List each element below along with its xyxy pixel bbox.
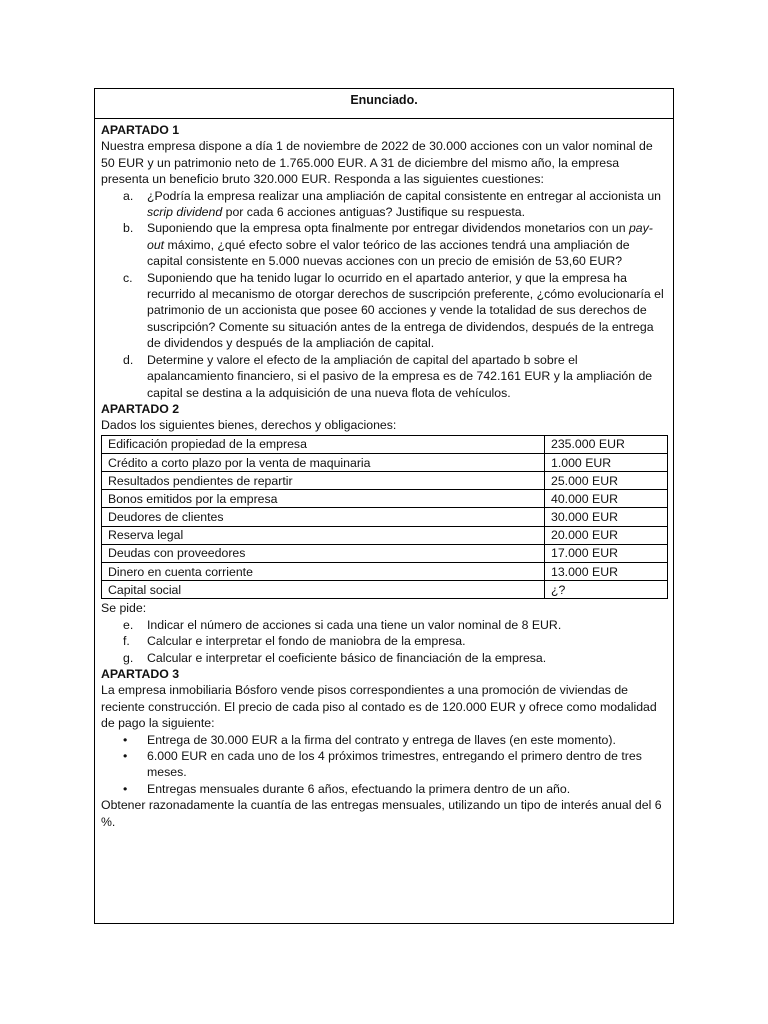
value-cell: 20.000 EUR (545, 526, 668, 544)
concept-cell: Edificación propiedad de la empresa (102, 435, 545, 453)
question-d (101, 352, 667, 401)
concept-cell: Deudores de clientes (102, 508, 545, 526)
list-item (101, 732, 667, 748)
bullet-icon: • (123, 732, 128, 747)
apartado2-questions (101, 617, 667, 666)
question-a (101, 188, 667, 221)
bullet-icon: • (123, 749, 128, 764)
statement-content (95, 119, 673, 830)
apartado1-questions (101, 188, 667, 401)
question-c (101, 270, 667, 352)
question-b (101, 220, 667, 269)
balance-items-table (101, 435, 668, 600)
asks-label: Se pide: (101, 601, 147, 616)
question-marker: d. (123, 352, 134, 367)
table-row (102, 453, 668, 471)
question-marker: e. (123, 617, 134, 632)
list-item-text: Entrega de 30.000 EUR a la firma del contrato y entrega de llaves (en este momento). (147, 732, 616, 747)
question-emphasis: pay-out (147, 221, 653, 252)
list-item-text: Entregas mensuales durante 6 años, efectuando la primera dentro de un año. (147, 781, 571, 796)
concept-cell: Crédito a corto plazo por la venta de maquinaria (102, 453, 545, 471)
concept-cell: Resultados pendientes de repartir (102, 472, 545, 490)
question-text: Calcular e interpretar el fondo de maniobra de la empresa. (147, 634, 466, 649)
question-text: Suponiendo que la empresa opta finalmente por entregar dividendos monetarios con un (147, 221, 629, 236)
table-row (102, 526, 668, 544)
apartado1-intro: Nuestra empresa dispone a día 1 de noviembre de 2022 de 30.000 acciones con un valor nominal de 50 EUR y un patrimonio neto de 1.765.000 EUR. A 31 de diciembre del mismo año, la empresa presenta un beneficio bruto 320.000 EUR. Responda a las siguientes cuestiones: (101, 139, 653, 187)
question-f (101, 633, 667, 649)
table-row (102, 544, 668, 562)
table-row (102, 563, 668, 581)
value-cell: 17.000 EUR (545, 544, 668, 562)
list-item (101, 781, 667, 797)
apartado3-closing: Obtener razonadamente la cuantía de las entregas mensuales, utilizando un tipo de interés anual del 6 %. (101, 798, 662, 829)
question-emphasis: scrip dividend (147, 205, 223, 220)
concept-cell: Reserva legal (102, 526, 545, 544)
value-cell: 13.000 EUR (545, 563, 668, 581)
concept-cell: Dinero en cuenta corriente (102, 563, 545, 581)
question-marker: a. (123, 188, 134, 203)
concept-cell: Deudas con proveedores (102, 544, 545, 562)
table-row (102, 508, 668, 526)
question-text-end: por cada 6 acciones antiguas? Justifique su respuesta. (222, 205, 526, 220)
table-row (102, 472, 668, 490)
question-text: Determine y valore el efecto de la ampliación de capital del apartado b sobre el apalancamiento financiero, si el pasivo de la empresa es de 742.161 EUR y la ampliación de capital se destina a la adquisición de una nueva flota de vehículos. (147, 352, 653, 400)
value-cell: ¿? (545, 581, 668, 599)
statement-box (94, 88, 674, 924)
question-text: Indicar el número de acciones si cada una tiene un valor nominal de 8 EUR. (147, 617, 562, 632)
question-text: Calcular e interpretar el coeficiente básico de financiación de la empresa. (147, 650, 547, 665)
table-row (102, 581, 668, 599)
apartado3-heading: APARTADO 3 (101, 667, 180, 682)
apartado3-intro: La empresa inmobiliaria Bósforo vende pisos correspondientes a una promoción de viviendas de reciente construcción. El precio de cada piso al contado es de 120.000 EUR y ofrece como modalidad de pago la siguiente: (101, 683, 657, 731)
question-text-end: máximo, ¿qué efecto sobre el valor teórico de las acciones tendrá una ampliación de capital consistente en 5.000 nuevas acciones con un precio de emisión de 53,60 EUR? (147, 237, 630, 269)
list-item-text: 6.000 EUR en cada uno de los 4 próximos trimestres, entregando el primero dentro de tres meses. (147, 749, 642, 780)
apartado2-intro: Dados los siguientes bienes, derechos y obligaciones: (101, 418, 397, 433)
concept-cell: Bonos emitidos por la empresa (102, 490, 545, 508)
list-item (101, 748, 667, 781)
bullet-icon: • (123, 781, 128, 796)
table-row (102, 435, 668, 453)
table-row (102, 490, 668, 508)
question-g (101, 650, 667, 666)
statement-title: Enunciado. (95, 89, 673, 119)
question-marker: f. (123, 634, 130, 649)
value-cell: 30.000 EUR (545, 508, 668, 526)
apartado2-heading: APARTADO 2 (101, 401, 180, 416)
value-cell: 25.000 EUR (545, 472, 668, 490)
payment-terms-list (101, 732, 667, 798)
value-cell: 235.000 EUR (545, 435, 668, 453)
question-marker: g. (123, 650, 134, 665)
question-text: Suponiendo que ha tenido lugar lo ocurrido en el apartado anterior, y que la empresa ha recurrido al mecanismo de otorgar derechos de suscripción preferente, ¿cómo evolucionaría el patrimonio de un accionista que posee 60 acciones y vende la totalidad de sus derechos de suscripción? Comente su situación antes de la entrega de dividendos, después de la entrega de dividendos y después de la ampliación de capital. (147, 270, 664, 351)
question-e (101, 617, 667, 633)
concept-cell: Capital social (102, 581, 545, 599)
value-cell: 1.000 EUR (545, 453, 668, 471)
apartado1-heading: APARTADO 1 (101, 123, 180, 137)
question-marker: c. (123, 270, 133, 285)
question-marker: b. (123, 221, 134, 236)
value-cell: 40.000 EUR (545, 490, 668, 508)
question-text: ¿Podría la empresa realizar una ampliación de capital consistente en entregar al accionista un (147, 188, 662, 203)
